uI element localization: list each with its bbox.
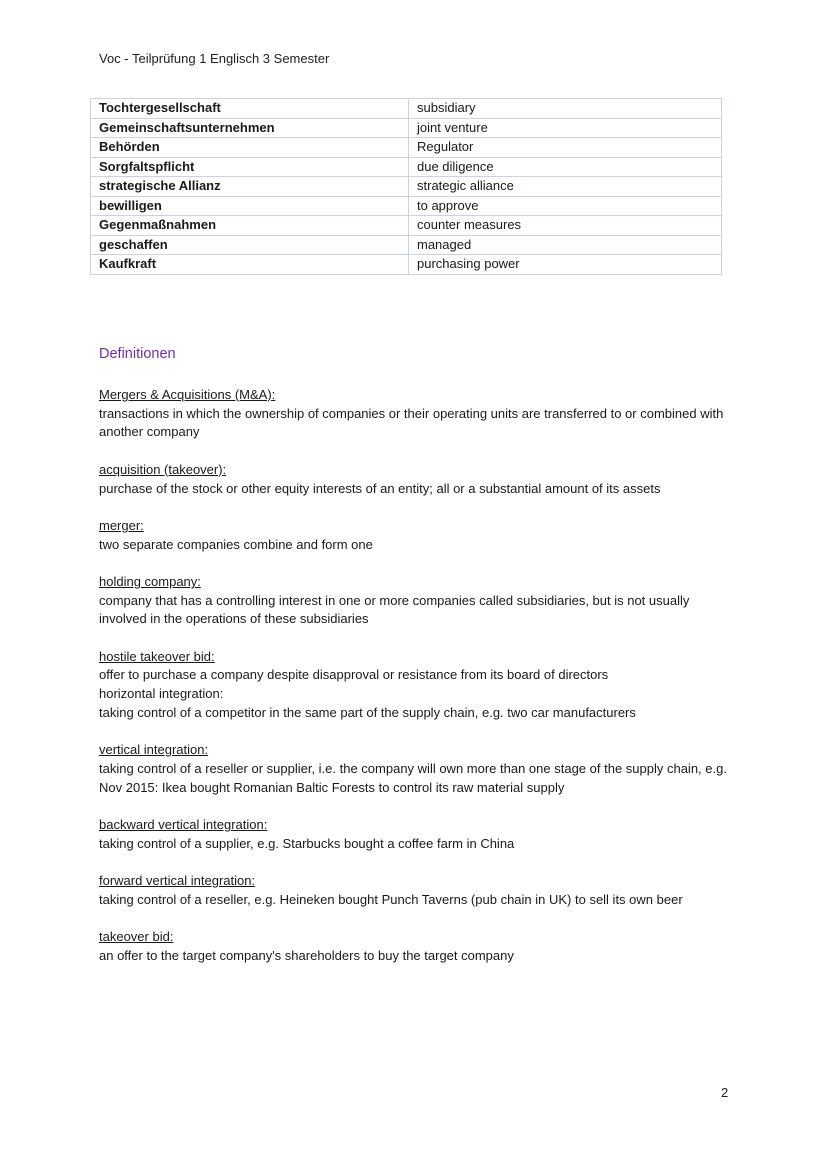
- definition-term: merger:: [99, 517, 144, 533]
- table-row: [91, 255, 722, 275]
- german-term: Kaufkraft: [91, 255, 409, 275]
- german-term: Behörden: [91, 138, 409, 158]
- definition-item: [99, 816, 739, 853]
- page-number: 2: [721, 1085, 729, 1100]
- table-row: [91, 216, 722, 236]
- definition-text: purchase of the stock or other equity interests of an entity; all or a substantial amount of its assets: [99, 480, 661, 496]
- definition-text: an offer to the target company's shareholders to buy the target company: [99, 947, 514, 963]
- definition-text: taking control of a reseller or supplier, i.e. the company will own more than one stage of the supply chain, e.g. Nov 2015: Ikea bought Romanian Baltic Forests to control its raw material supply: [99, 760, 727, 795]
- german-term: bewilligen: [91, 196, 409, 216]
- definitions-heading: Definitionen: [99, 346, 176, 362]
- definition-term: backward vertical integration:: [99, 817, 268, 833]
- definitions-list: [99, 386, 739, 984]
- definition-text: company that has a controlling interest in one or more companies called subsidiaries, but is not usually involved in the operations of these subsidiaries: [99, 592, 690, 627]
- table-row: [91, 157, 722, 177]
- definition-term: forward vertical integration:: [99, 873, 256, 889]
- definition-text: offer to purchase a company despite disapproval or resistance from its board of directors: [99, 667, 609, 683]
- table-row: [91, 196, 722, 216]
- table-row: [91, 235, 722, 255]
- definition-item: [99, 928, 739, 965]
- german-term: geschaffen: [91, 235, 409, 255]
- table-row: [91, 177, 722, 197]
- definition-text: taking control of a reseller, e.g. Heineken bought Punch Taverns (pub chain in UK) to sell its own beer: [99, 891, 683, 907]
- vocabulary-table: [90, 98, 722, 275]
- definition-term: Mergers & Acquisitions (M&A):: [99, 387, 276, 402]
- definition-text: taking control of a supplier, e.g. Starbucks bought a coffee farm in China: [99, 835, 515, 851]
- english-term: managed: [409, 235, 722, 255]
- definition-term: horizontal integration:: [99, 686, 224, 702]
- german-term: strategische Allianz: [91, 177, 409, 197]
- definition-text: two separate companies combine and form one: [99, 536, 373, 552]
- table-row: [91, 118, 722, 138]
- definition-item: [99, 648, 739, 685]
- english-term: strategic alliance: [409, 177, 722, 197]
- definition-item: [99, 872, 739, 909]
- english-term: subsidiary: [409, 99, 722, 119]
- definition-term: hostile takeover bid:: [99, 648, 215, 664]
- english-term: joint venture: [409, 118, 722, 138]
- definition-item: [99, 386, 739, 442]
- definition-item: [99, 741, 739, 797]
- english-term: to approve: [409, 196, 722, 216]
- definition-item: [99, 461, 739, 498]
- definition-item: [99, 685, 739, 722]
- english-term: purchasing power: [409, 255, 722, 275]
- definition-text: transactions in which the ownership of companies or their operating units are transferred to or combined with another company: [99, 405, 724, 440]
- definition-term: vertical integration:: [99, 742, 209, 758]
- table-row: [91, 99, 722, 119]
- german-term: Sorgfaltspflicht: [91, 157, 409, 177]
- definition-term: takeover bid:: [99, 929, 174, 945]
- definition-item: [99, 573, 739, 629]
- definition-item: [99, 517, 739, 554]
- german-term: Tochtergesellschaft: [91, 99, 409, 119]
- german-term: Gegenmaßnahmen: [91, 216, 409, 236]
- definition-term: acquisition (takeover):: [99, 461, 227, 477]
- english-term: due diligence: [409, 157, 722, 177]
- german-term: Gemeinschaftsunternehmen: [91, 118, 409, 138]
- table-row: [91, 138, 722, 158]
- english-term: Regulator: [409, 138, 722, 158]
- definition-text: taking control of a competitor in the same part of the supply chain, e.g. two car manufacturers: [99, 704, 636, 720]
- page-header: Voc - Teilprüfung 1 Englisch 3 Semester: [99, 51, 330, 66]
- english-term: counter measures: [409, 216, 722, 236]
- definition-term: holding company:: [99, 573, 201, 589]
